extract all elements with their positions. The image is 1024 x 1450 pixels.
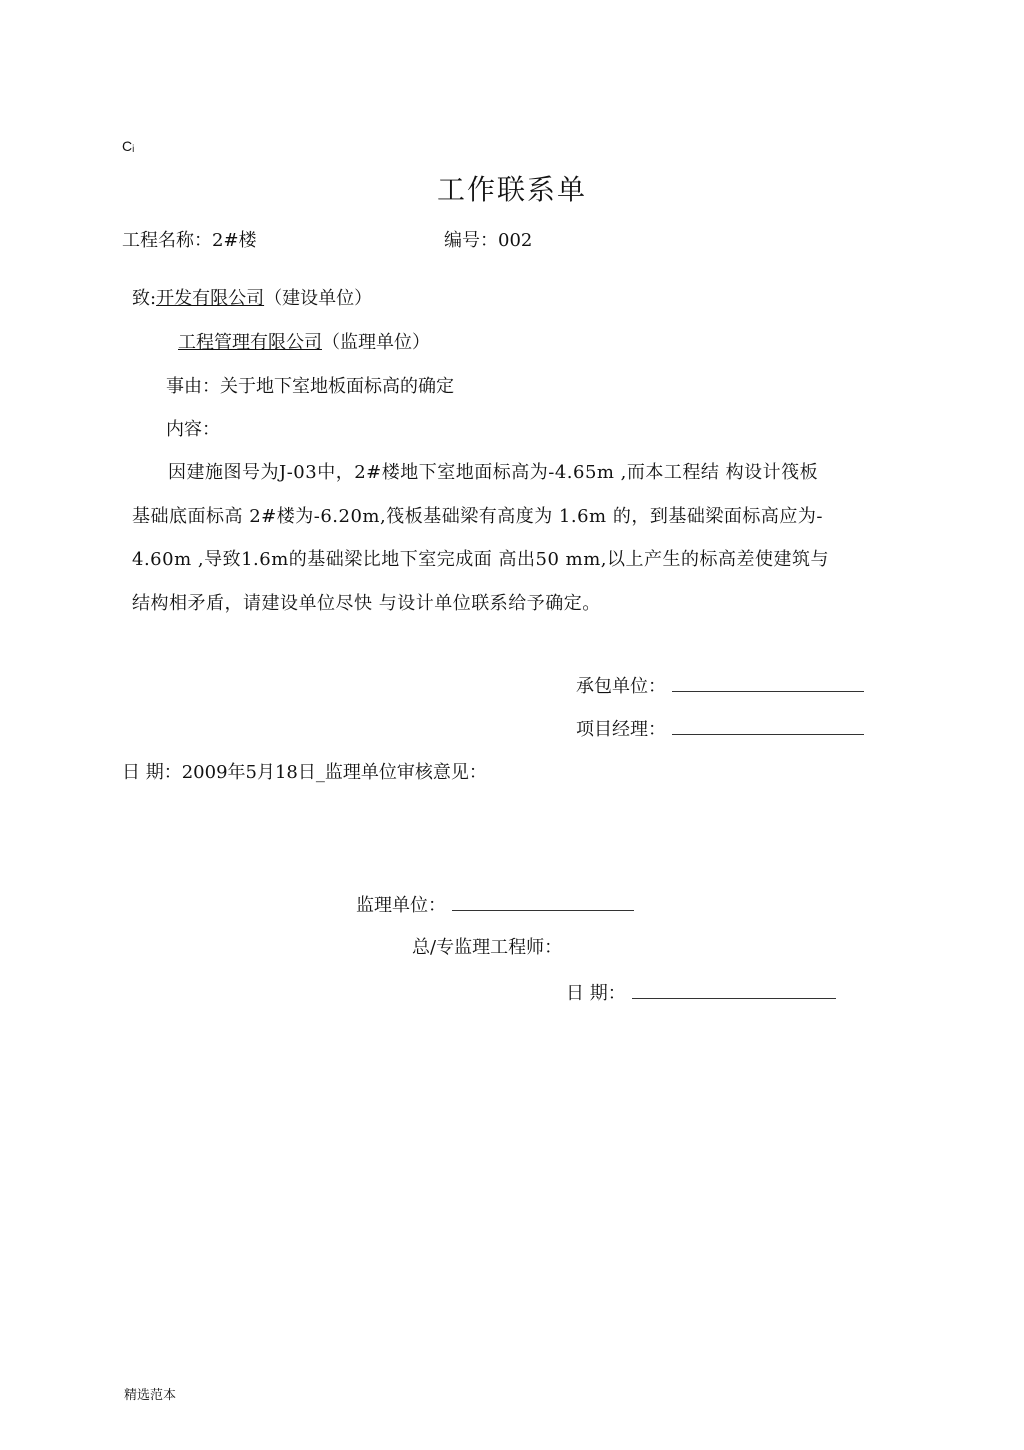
subject-label: 事由： xyxy=(166,376,220,397)
project-name-row xyxy=(122,226,257,252)
date-review-row: 日 期：2009年5月18日_监理单位审核意见： xyxy=(122,762,487,783)
project-manager-signature-line xyxy=(672,720,864,735)
content-label: 内容： xyxy=(166,419,220,440)
project-manager-label: 项目经理： xyxy=(576,719,666,740)
contractor-signature-line xyxy=(672,677,864,692)
doc-number-row xyxy=(444,226,532,252)
supervision-unit-row xyxy=(356,891,634,917)
subject-row xyxy=(166,372,454,398)
recipient-supervisor-row xyxy=(178,328,430,354)
supervision-unit-label: 监理单位： xyxy=(356,895,446,916)
supervision-unit-signature-line xyxy=(452,896,634,911)
project-manager-row xyxy=(576,715,864,741)
footer-note: 精选范本 xyxy=(124,1388,177,1403)
sign-date-line xyxy=(632,984,836,999)
recipient-owner-row xyxy=(132,284,372,310)
content-line-1: 因建施图号为J-03中，2#楼地下室地面标高为-4.65m ,而本工程结 构设计筏板 xyxy=(168,462,819,483)
sign-date-label: 日 期： xyxy=(566,983,626,1004)
project-name-value: 2#楼 xyxy=(212,230,257,251)
content-line-3: 4.60m ,导致1.6m的基础梁比地下室完成面 高出50 mm,以上产生的标高差使建筑与 xyxy=(132,549,829,570)
owner-role: （建设单位） xyxy=(264,288,373,309)
contractor-row xyxy=(576,672,864,698)
supervisor-name: 工程管理有限公司 xyxy=(178,332,322,353)
doc-number-label: 编号： xyxy=(444,230,498,251)
doc-number-value: 002 xyxy=(498,230,533,251)
page-title: 工作联系单 xyxy=(436,173,587,206)
contractor-label: 承包单位： xyxy=(576,676,666,697)
subject-value: 关于地下室地板面标高的确定 xyxy=(220,376,454,397)
content-line-2: 基础底面标高 2#楼为-6.20m,筏板基础梁有高度为 1.6m 的，到基础梁面标高应为- xyxy=(132,506,823,527)
corner-mark: Cᵢ xyxy=(122,138,135,154)
project-name-label: 工程名称： xyxy=(122,230,212,251)
supervisor-role: （监理单位） xyxy=(322,332,430,353)
sign-date-row xyxy=(566,979,836,1005)
recipient-prefix: 致: xyxy=(132,288,157,309)
owner-name: 开发有限公司 xyxy=(156,288,265,309)
content-line-4: 结构相矛盾，请建设单位尽快 与设计单位联系给予确定。 xyxy=(132,593,601,614)
chief-engineer-label: 总/专监理工程师： xyxy=(412,937,563,958)
